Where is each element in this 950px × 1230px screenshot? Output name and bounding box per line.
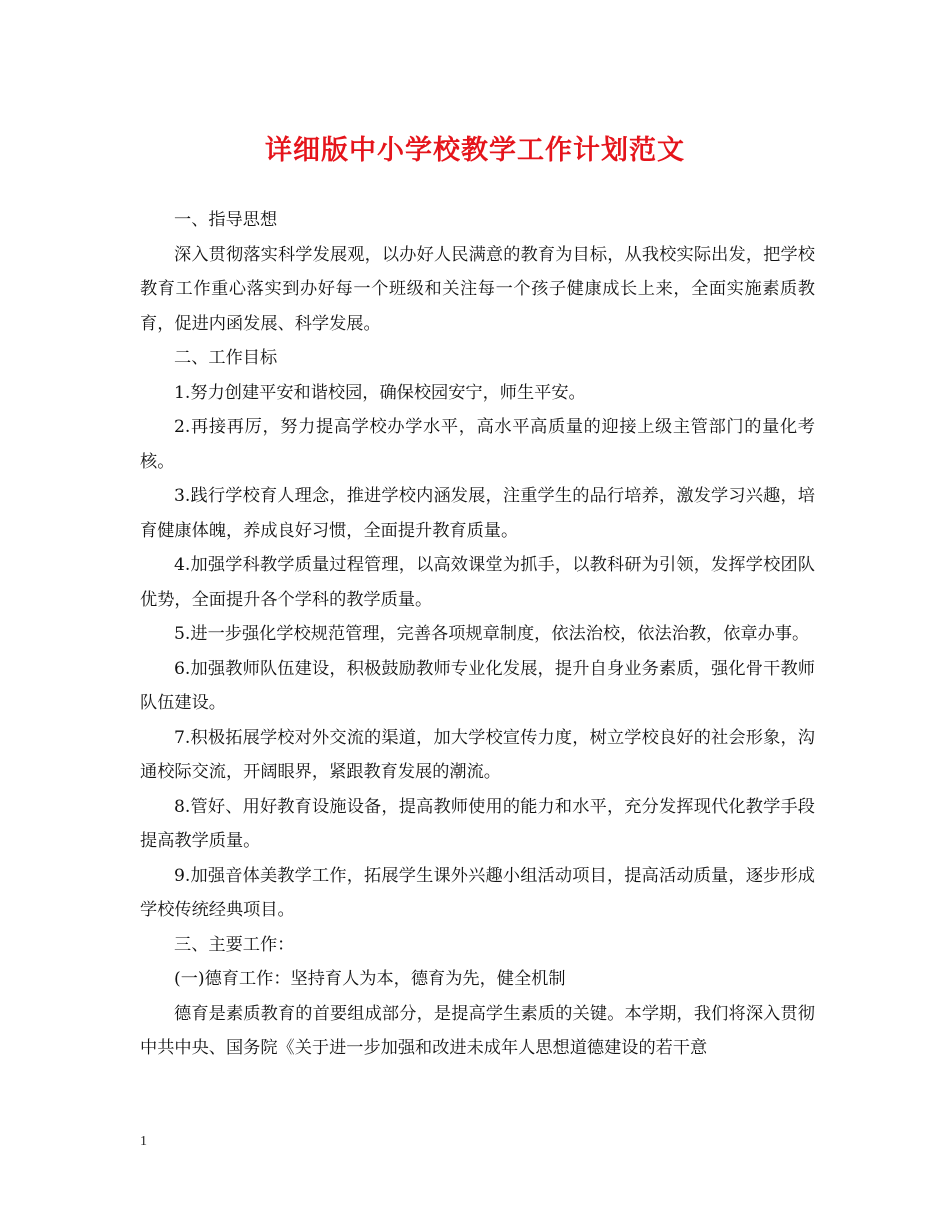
paragraph: 1.努力创建平安和谐校园，确保校园安宁，师生平安。	[174, 382, 586, 403]
paragraph: 一、指导思想	[174, 210, 278, 230]
paragraph: 2.再接再厉，努力提高学校办学水平，高水平高质量的迎接上级主管部门的量化考核。	[140, 417, 815, 472]
document-title: 详细版中小学校教学工作计划范文	[265, 135, 685, 166]
paragraph: 三、主要工作：	[174, 934, 295, 955]
paragraph: 7.积极拓展学校对外交流的渠道，加大学校宣传力度，树立学校良好的社会形象，沟通校际交流，开阔眼界，紧跟教育发展的潮流。	[140, 727, 815, 782]
paragraph: 5.进一步强化学校规范管理，完善各项规章制度，依法治校，依法治教，依章办事。	[174, 624, 810, 644]
page-number: 1	[140, 1134, 147, 1149]
paragraph: (一)德育工作：坚持育人为本，德育为先，健全机制	[174, 969, 566, 989]
paragraph: 4.加强学科教学质量过程管理，以高效课堂为抓手，以教科研为引领，发挥学校团队优势，全面提升各个学科的教学质量。	[140, 555, 815, 610]
paragraph: 8.管好、用好教育设施设备，提高教师使用的能力和水平，充分发挥现代化教学手段提高教学质量。	[140, 796, 815, 851]
document-body	[140, 203, 815, 1066]
paragraph: 6.加强教师队伍建设，积极鼓励教师专业化发展，提升自身业务素质，强化骨干教师队伍建设。	[140, 658, 815, 713]
paragraph: 德育是素质教育的首要组成部分，是提高学生素质的关键。本学期，我们将深入贯彻中共中央、国务院《关于进一步加强和改进未成年人思想道德建设的若干意	[140, 1003, 815, 1058]
paragraph: 深入贯彻落实科学发展观，以办好人民满意的教育为目标，从我校实际出发，把学校教育工作重心落实到办好每一个班级和关注每一个孩子健康成长上来，全面实施素质教育，促进内函发展、科学发展。	[140, 244, 815, 334]
paragraph: 二、工作目标	[174, 348, 278, 368]
paragraph: 9.加强音体美教学工作，拓展学生课外兴趣小组活动项目，提高活动质量，逐步形成学校传统经典项目。	[140, 865, 815, 920]
paragraph: 3.践行学校育人理念，推进学校内涵发展，注重学生的品行培养，激发学习兴趣，培育健康体魄，养成良好习惯，全面提升教育质量。	[140, 486, 815, 541]
